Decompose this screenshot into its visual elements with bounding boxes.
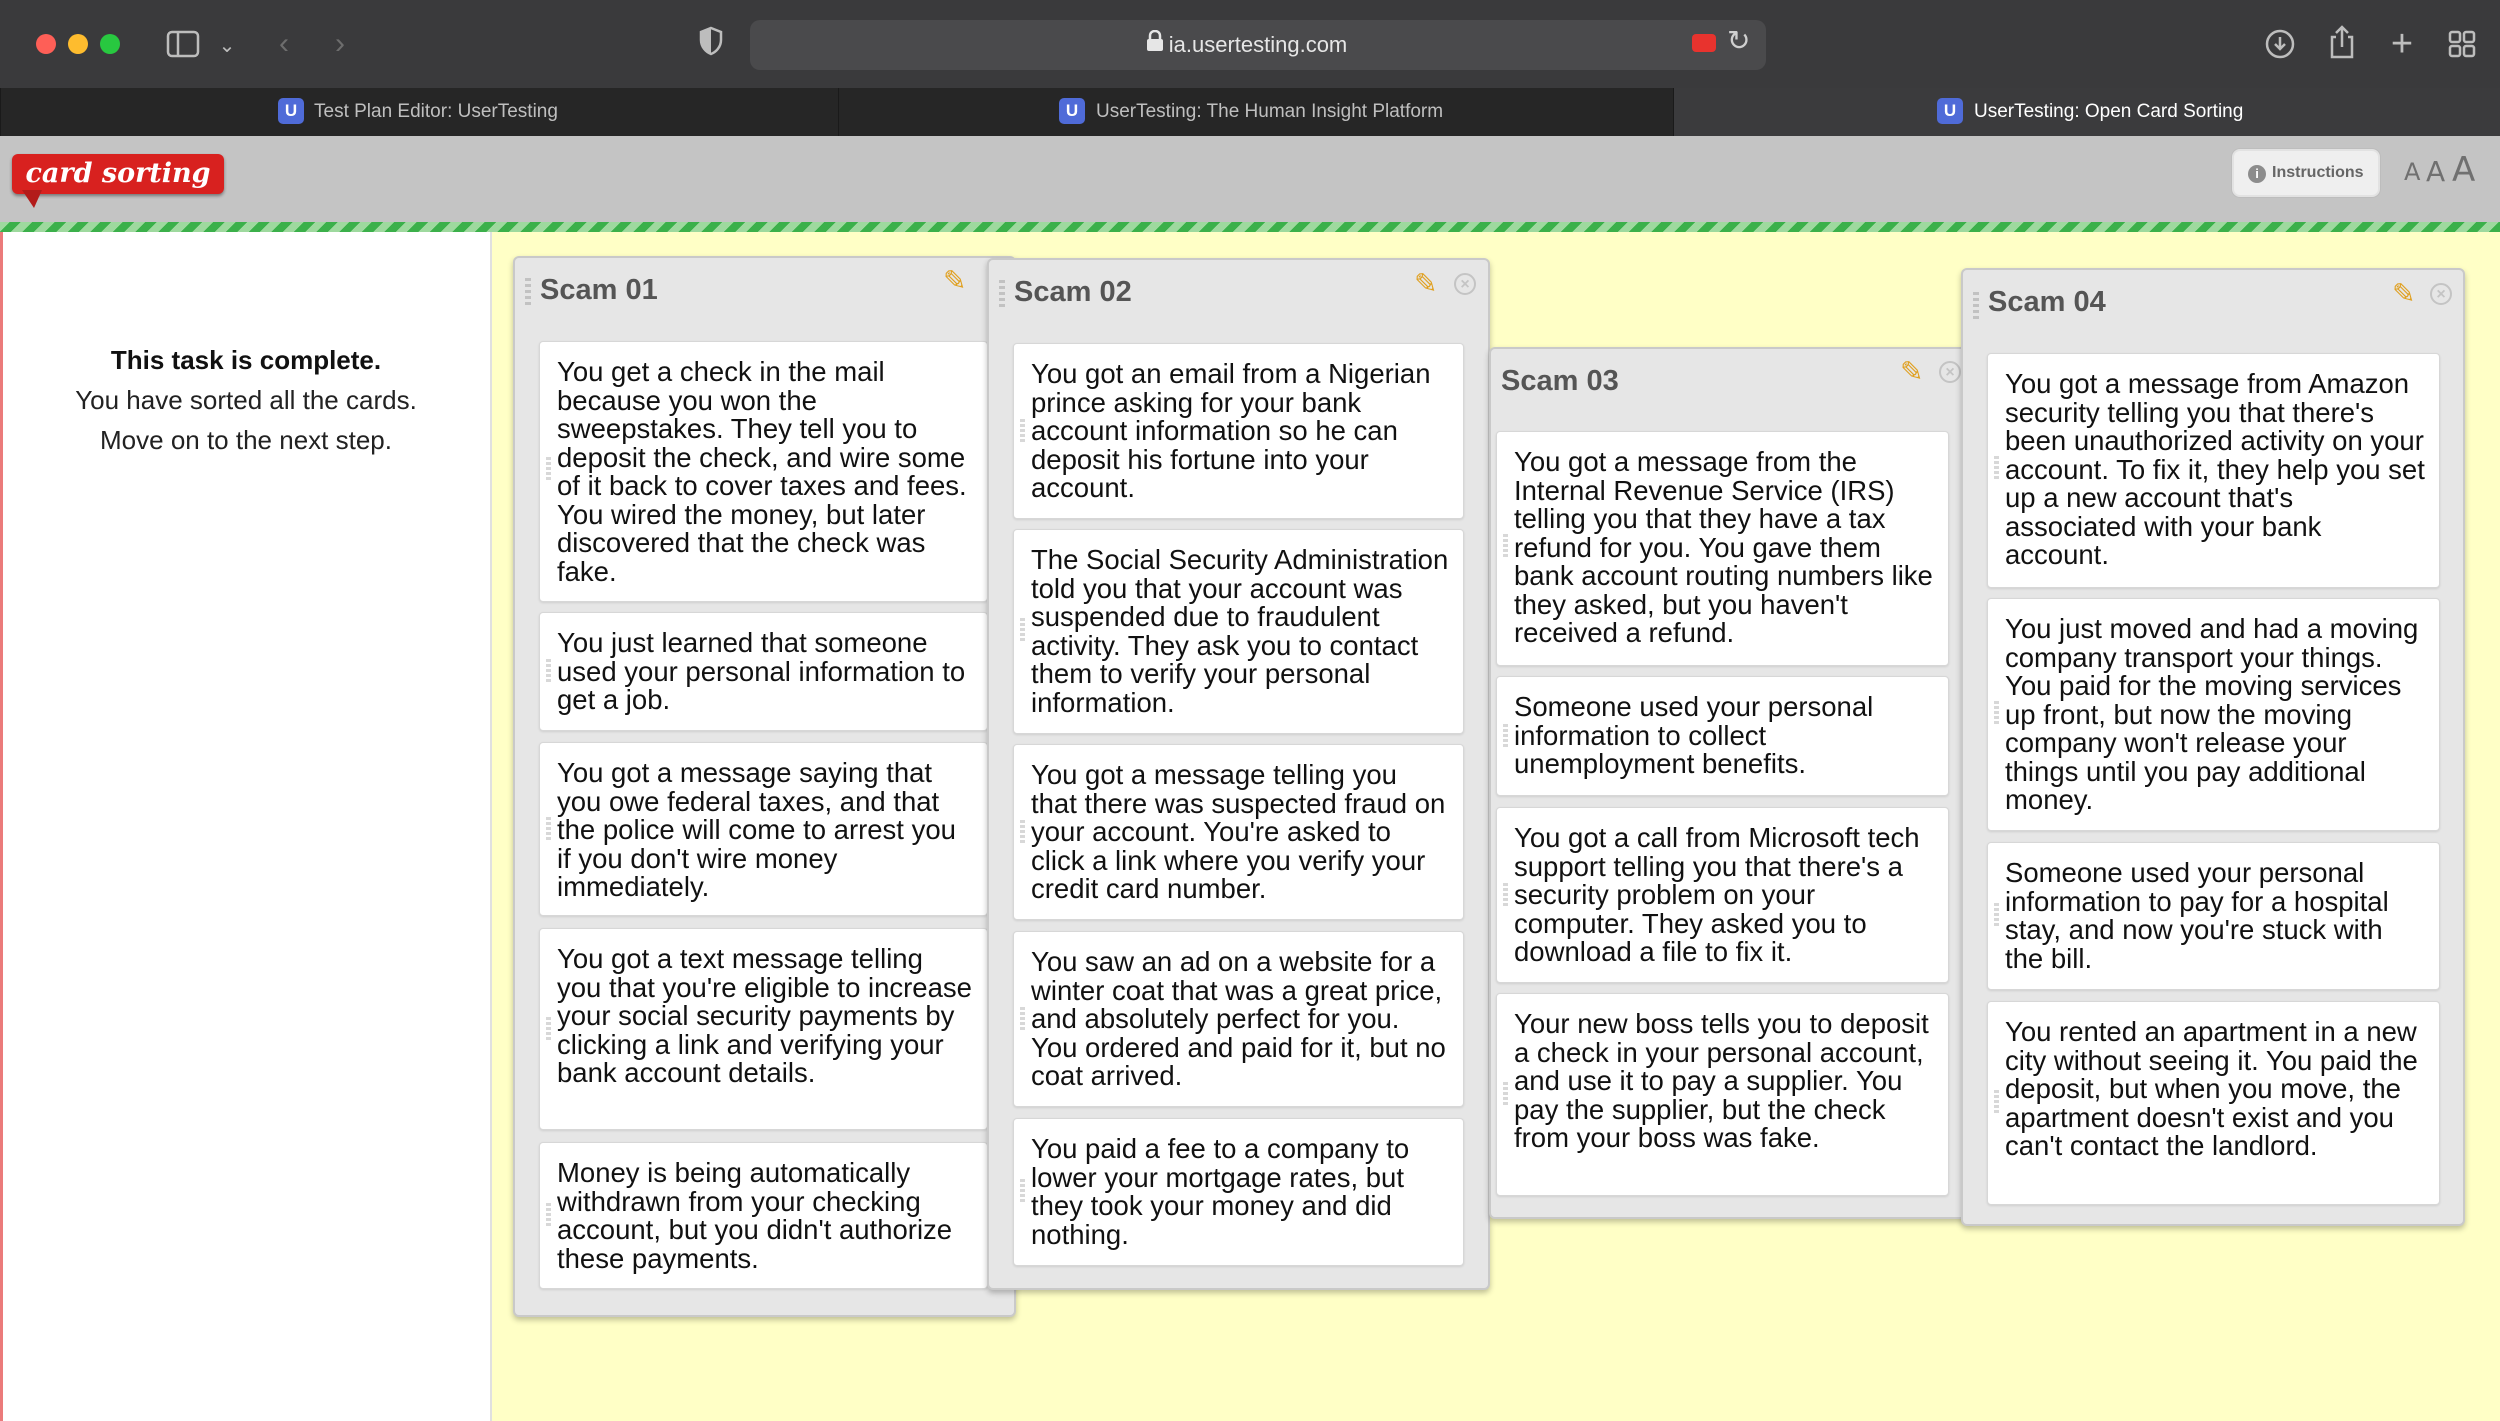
card-text: You got a message from Amazon security telling you that there's been unauthorized activity on your account. To fix it, they help you set up a new account that's associated with your bank account. xyxy=(2005,368,2425,570)
lock-icon xyxy=(1146,30,1164,58)
app-header xyxy=(0,136,2500,230)
url-text: ia.usertesting.com xyxy=(1168,32,1348,57)
card-group-scam-04[interactable] xyxy=(1961,268,2465,1226)
close-icon[interactable]: × xyxy=(1454,273,1476,295)
zoom-window-button[interactable] xyxy=(100,34,120,54)
usertesting-favicon-icon: U xyxy=(278,98,304,124)
pencil-icon[interactable]: ✎ xyxy=(2392,278,2416,309)
forward-icon[interactable]: › xyxy=(335,27,345,60)
card-group-scam-03[interactable] xyxy=(1489,347,1974,1219)
tab-open-card-sorting[interactable] xyxy=(1673,88,2500,136)
card-text: You got a message saying that you owe federal taxes, and that the police will come to arrest you if you don't wire money immediately. xyxy=(557,757,956,902)
card[interactable] xyxy=(1013,931,1464,1107)
font-size-medium-button[interactable]: A xyxy=(2426,155,2446,188)
card[interactable] xyxy=(1987,1001,2440,1205)
tab-test-plan-editor[interactable] xyxy=(0,88,838,136)
logo-text: card sorting xyxy=(25,158,211,189)
card-text: The Social Security Administration told you that your account was suspended due to fraudulent activity. They ask you to contact them to verify your personal information. xyxy=(1031,544,1449,718)
chevron-down-icon[interactable]: ⌄ xyxy=(218,35,236,57)
card-group-scam-02[interactable] xyxy=(987,258,1490,1290)
window-edge xyxy=(0,232,3,1421)
card-text: Your new boss tells you to deposit a check in your personal account, and use it to pay a supplier. You pay the supplier, but the check from your boss was fake. xyxy=(1514,1008,1929,1153)
card[interactable] xyxy=(1013,1118,1464,1266)
shield-icon[interactable] xyxy=(694,26,728,62)
card[interactable] xyxy=(1013,343,1464,519)
tab-label: Test Plan Editor: UserTesting xyxy=(314,101,558,122)
new-tab-icon[interactable]: + xyxy=(2390,23,2414,65)
info-icon: i xyxy=(2248,165,2266,183)
card-text: You got a call from Microsoft tech support telling you that there's a security problem on your computer. They asked you to download a file to fix it. xyxy=(1514,822,1920,967)
group-title[interactable]: Scam 04 xyxy=(1988,286,2106,318)
card-text: Someone used your personal information to pay for a hospital stay, and now you're stuck with the bill. xyxy=(2005,857,2389,974)
card[interactable] xyxy=(1987,598,2440,831)
group-title[interactable]: Scam 01 xyxy=(540,274,658,306)
card-text: You got a message from the Internal Revenue Service (IRS) telling you that they have a tax refund for you. You gave them bank account routing numbers like they asked, but you haven't received a refund. xyxy=(1514,446,1933,648)
card[interactable] xyxy=(1987,353,2440,588)
status-title: This task is complete. xyxy=(110,345,382,375)
instructions-label: Instructions xyxy=(2272,164,2364,181)
usertesting-favicon-icon: U xyxy=(1059,98,1085,124)
card[interactable] xyxy=(1013,744,1464,920)
card[interactable] xyxy=(1987,842,2440,990)
header-stripe xyxy=(0,222,2500,232)
font-size-large-button[interactable]: A xyxy=(2452,150,2476,190)
card-text: You get a check in the mail because you won the sweepstakes. They tell you to deposit the check, and wire some of it back to cover taxes and fees. You wired the money, but later discovered that the check was fake. xyxy=(557,356,967,587)
instructions-button[interactable] xyxy=(2232,149,2380,197)
card-text: Someone used your personal information to collect unemployment benefits. xyxy=(1514,691,1874,779)
pencil-icon[interactable]: ✎ xyxy=(943,265,967,296)
card-text: You paid a fee to a company to lower your mortgage rates, but they took your money and did nothing. xyxy=(1031,1133,1410,1250)
back-icon[interactable]: ‹ xyxy=(279,27,289,60)
card[interactable] xyxy=(1496,676,1949,796)
minimize-window-button[interactable] xyxy=(68,34,88,54)
tab-human-insight-platform[interactable] xyxy=(838,88,1673,136)
card[interactable] xyxy=(1496,431,1949,666)
card-text: You got an email from a Nigerian prince asking for your bank account information so he can deposit his fortune into your account. xyxy=(1031,358,1431,503)
address-bar[interactable] xyxy=(750,20,1766,70)
group-title[interactable]: Scam 03 xyxy=(1501,365,1619,397)
card[interactable] xyxy=(539,1142,988,1289)
download-icon[interactable] xyxy=(2260,24,2300,64)
card-text: You saw an ad on a website for a winter coat that was a great price, and absolutely perfect for you. You ordered and paid for it, but no coat arrived. xyxy=(1031,946,1446,1091)
card-text: Money is being automatically withdrawn from your checking account, but you didn't authorize these payments. xyxy=(557,1157,953,1274)
card[interactable] xyxy=(539,742,988,916)
card-group-scam-01[interactable] xyxy=(513,256,1016,1317)
close-icon[interactable]: × xyxy=(1939,361,1961,383)
record-icon[interactable] xyxy=(1692,34,1716,52)
card-text: You rented an apartment in a new city without seeing it. You paid the deposit, but when you move, the apartment doesn't exist and you can't contact the landlord. xyxy=(2005,1016,2418,1161)
tab-label: UserTesting: Open Card Sorting xyxy=(1974,101,2244,122)
share-icon[interactable] xyxy=(2322,22,2362,64)
card[interactable] xyxy=(539,612,988,731)
group-title[interactable]: Scam 02 xyxy=(1014,276,1132,308)
card[interactable] xyxy=(539,341,988,602)
card-text: You just moved and had a moving company transport your things. You paid for the moving services up front, but now the moving company won't release your things until you pay additional money. xyxy=(2005,613,2419,815)
card-text: You got a text message telling you that you're eligible to increase your social security payments by clicking a link and verifying your bank account details. xyxy=(557,943,972,1088)
pencil-icon[interactable]: ✎ xyxy=(1900,356,1924,387)
card-text: You just learned that someone used your personal information to get a job. xyxy=(557,627,966,715)
status-sidebar xyxy=(0,232,492,1421)
font-size-small-button[interactable]: A xyxy=(2404,158,2421,186)
card[interactable] xyxy=(1013,529,1464,734)
card[interactable] xyxy=(1496,807,1949,983)
sidebar-icon[interactable] xyxy=(164,24,202,64)
card-text: You got a message telling you that there was suspected fraud on your account. You're asked to click a link where you verify your credit card number. xyxy=(1031,759,1446,904)
usertesting-favicon-icon: U xyxy=(1937,98,1963,124)
pencil-icon[interactable]: ✎ xyxy=(1414,268,1438,299)
status-message: You have sorted all the cards. xyxy=(75,385,417,415)
reload-icon[interactable]: ↻ xyxy=(1727,25,1751,56)
close-icon[interactable]: × xyxy=(2430,283,2452,305)
status-next-step: Move on to the next step. xyxy=(100,425,392,455)
card[interactable] xyxy=(539,928,988,1130)
tab-label: UserTesting: The Human Insight Platform xyxy=(1096,101,1444,122)
tab-overview-icon[interactable] xyxy=(2442,26,2482,62)
card[interactable] xyxy=(1496,993,1949,1196)
close-window-button[interactable] xyxy=(36,34,56,54)
